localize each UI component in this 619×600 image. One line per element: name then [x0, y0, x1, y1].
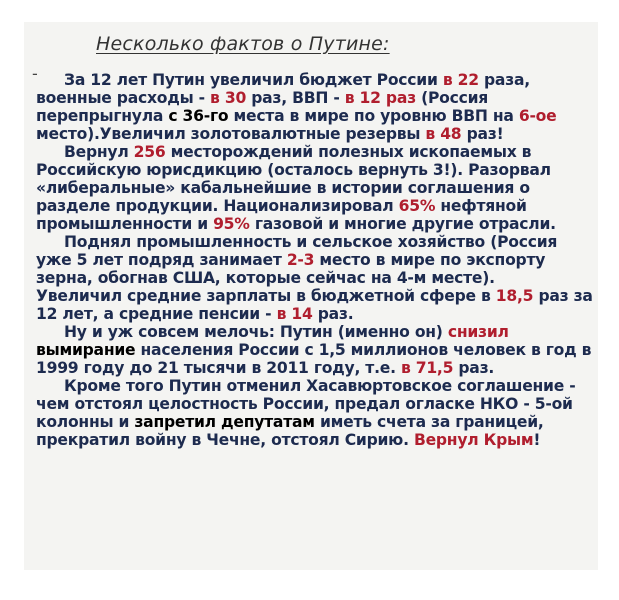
- body-text: раза, военные расходы -: [36, 71, 530, 107]
- body-text: раз!: [461, 125, 504, 143]
- body-text: иметь счета за границей, прекратил войну в Чечне, отстоял Сирию.: [36, 413, 544, 449]
- highlighted-text: в 14: [276, 305, 313, 323]
- highlighted-text: 95%: [213, 215, 250, 233]
- body-text: Поднял промышленность и сельское хозяйство (Россия уже 5 лет подряд занимает: [36, 233, 558, 269]
- highlighted-text: в 12 раз: [344, 89, 416, 107]
- body-text: место).Увеличил золотовалютные резервы: [36, 125, 426, 143]
- highlighted-text: в 48: [425, 125, 462, 143]
- paragraph-budget: [36, 71, 594, 143]
- body-text: газовой и многие другие отрасли.: [249, 215, 556, 233]
- body-text: место в мире по экспорту зерна, обогнав США, которые сейчас на 4-м месте).: [36, 251, 546, 287]
- highlighted-text: 65%: [398, 197, 436, 215]
- body-text: места в мире по уровню ВВП на: [228, 107, 519, 125]
- body-text: раз за 12 лет, а средние пенсии -: [36, 287, 593, 323]
- document-card: [24, 22, 598, 570]
- body-text: месторождений полезных ископаемых в Российскую юрисдикцию (осталось вернуть 3!). Разорвал «либеральные» кабальнейшие в истории соглашения о разделе продукции. Национализировал: [36, 143, 551, 215]
- highlighted-text: 256: [133, 143, 166, 161]
- paragraph-population: [36, 323, 594, 377]
- document-title: Несколько фактов о Путине:: [96, 33, 390, 55]
- highlighted-text: в 22: [442, 71, 479, 89]
- highlighted-text: снизил: [447, 323, 509, 341]
- highlighted-text: Вернул Крым: [413, 431, 534, 449]
- highlighted-text: в 71,5: [400, 359, 454, 377]
- body-text: населения России с 1,5 миллионов человек в год в 1999 году до 21 тысячи в 2011 году, т.е.: [36, 341, 592, 377]
- document-body: [36, 71, 594, 449]
- body-text: Ну и уж совсем мелочь: Путин (именно он): [64, 323, 448, 341]
- leading-dash: -: [32, 64, 38, 83]
- highlighted-text: 6-ое: [518, 107, 557, 125]
- paragraph-deposits: [36, 143, 594, 233]
- paragraph-khasavyurt: [36, 377, 594, 449]
- body-text: (Россия перепрыгнула: [36, 89, 489, 125]
- body-text: раз.: [312, 305, 354, 323]
- body-text: За 12 лет Путин увеличил бюджет России: [64, 71, 443, 89]
- body-text: Вернул: [64, 143, 134, 161]
- paragraph-industry: [36, 233, 594, 287]
- highlighted-text: в 30: [210, 89, 247, 107]
- body-text: Кроме того Путин отменил Хасавюртовское соглашение - чем отстоял целостность России, предал огласке НКО - 5-ой колонны и: [36, 377, 576, 431]
- paragraph-salaries: [36, 287, 594, 323]
- highlighted-text: 18,5: [495, 287, 534, 305]
- body-text: нефтяной промышленности и: [36, 197, 527, 233]
- body-text: раз, ВВП -: [246, 89, 345, 107]
- body-text: раз.: [453, 359, 495, 377]
- highlighted-text: 2-3: [286, 251, 315, 269]
- emphasized-text: с 36-го: [168, 107, 229, 125]
- emphasized-text: вымирание: [36, 341, 136, 359]
- body-text: Увеличил средние зарплаты в бюджетной сфере в: [36, 287, 496, 305]
- emphasized-text: запретил депутатам: [134, 413, 315, 431]
- body-text: !: [533, 431, 541, 449]
